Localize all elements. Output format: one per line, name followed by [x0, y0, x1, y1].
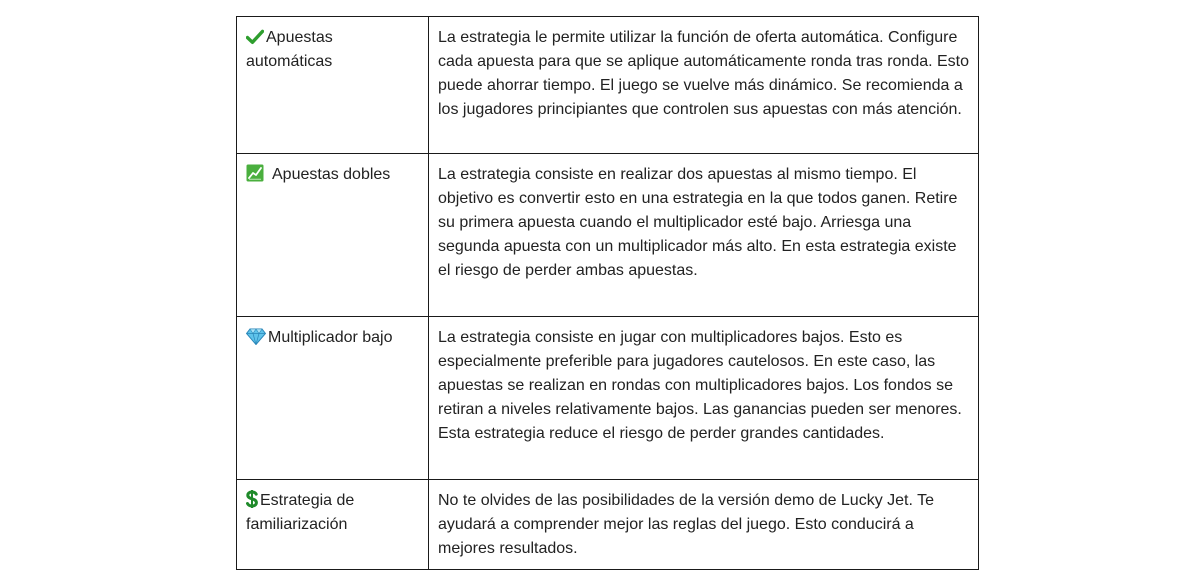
check-mark-icon: [246, 29, 264, 45]
strategy-description: La estrategia consiste en realizar dos apuestas al mismo tiempo. El objetivo es convertir esto en una estrategia en la que todos ganen. Retire su primera apuesta cuando el multiplicador esté bajo. Arriesga una segunda apuesta con un multiplicador más alto. En esta estrategia existe el riesgo de perder ambas apuestas.: [429, 154, 979, 317]
gem-icon: [246, 328, 266, 345]
strategy-name: Apuestas automáticas: [246, 29, 333, 70]
strategy-name-cell: [237, 317, 429, 480]
strategy-name: Multiplicador bajo: [268, 329, 393, 346]
strategy-name-cell: [237, 17, 429, 154]
strategy-name-cell: [237, 480, 429, 570]
table-row: [237, 154, 979, 317]
strategy-name: Apuestas dobles: [272, 166, 391, 183]
strategy-description: La estrategia consiste en jugar con multiplicadores bajos. Esto es especialmente preferible para jugadores cautelosos. En este caso, las apuestas se realizan en rondas con multiplicadores bajos. Los fondos se retiran a niveles relativamente bajos. Las ganancias pueden ser menores. Esta estrategia reduce el riesgo de perder grandes cantidades.: [429, 317, 979, 480]
strategy-table: [236, 16, 979, 570]
strategy-name: Estrategia de familiarización: [246, 492, 355, 533]
strategy-name-cell: [237, 154, 429, 317]
strategy-description: La estrategia le permite utilizar la función de oferta automática. Configure cada apuesta para que se aplique automáticamente ronda tras ronda. Esto puede ahorrar tiempo. El juego se vuelve más dinámico. Se recomienda a los jugadores principiantes que controlen sus apuestas con más atención.: [429, 17, 979, 154]
table-row: [237, 17, 979, 154]
table-row: [237, 317, 979, 480]
table-row: [237, 480, 979, 570]
dollar-sign-icon: [246, 489, 258, 509]
strategy-description: No te olvides de las posibilidades de la versión demo de Lucky Jet. Te ayudará a comprender mejor las reglas del juego. Esto conducirá a mejores resultados.: [429, 480, 979, 570]
chart-increasing-icon: [246, 164, 264, 182]
